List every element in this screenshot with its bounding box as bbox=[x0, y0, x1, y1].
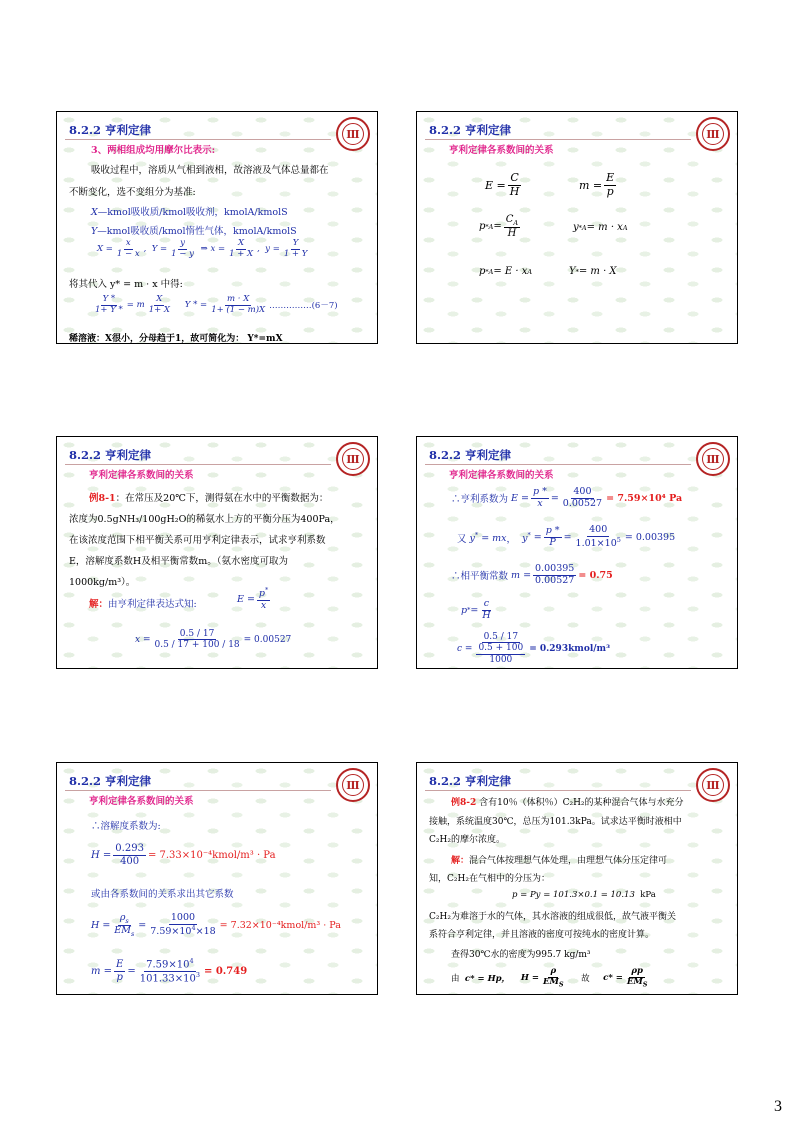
title-divider bbox=[65, 139, 331, 140]
slide-subtitle: 亨利定律各系数间的关系 bbox=[89, 796, 194, 807]
university-logo: Ⅲ bbox=[336, 768, 370, 802]
equation-H2: H = $\frac{\rho_s}{EM_s}$ = $\frac{1000}{7.59\times 10^4\times 18}$ = 7.32×10⁻⁴kmol/m³ · Pa bbox=[91, 912, 341, 939]
other-coeff-label: 或由各系数间的关系求出其它系数 bbox=[91, 889, 234, 900]
text-line: 将其代入 y* = m · x 中得: bbox=[69, 279, 183, 290]
slide-title: 8.2.2 亨利定律 bbox=[429, 448, 512, 462]
slide-title: 8.2.2 亨利定律 bbox=[69, 774, 152, 788]
slide-subtitle: 亨利定律各系数间的关系 bbox=[449, 145, 554, 156]
equation-m-value: ∴相平衡常数 m = $\frac{0.00395}{0.00527}$ = 0.75 bbox=[451, 563, 613, 586]
slide-subtitle: 3、两相组成均用摩尔比表示: bbox=[91, 145, 216, 156]
equation-pA-E-xA: p * A = E · x A bbox=[479, 266, 533, 277]
text-line: 查得30℃水的密度为995.7 kg/m³ bbox=[451, 950, 591, 960]
equation-pA-CA-H: p * A = $\frac{C_A}{H}$ bbox=[479, 214, 519, 240]
equation-E-C-H: E = $\frac{C}{H}$ bbox=[485, 171, 520, 198]
slide-3 bbox=[56, 436, 378, 669]
slide-6 bbox=[416, 762, 738, 995]
title-divider bbox=[425, 790, 691, 791]
slide-title: 8.2.2 亨利定律 bbox=[429, 123, 512, 137]
definition-y: Y—kmol吸收质/kmol惰性气体，kmolA/kmolS bbox=[91, 226, 297, 237]
slide-subtitle: 亨利定律各系数间的关系 bbox=[449, 470, 554, 481]
equation-6-7: $\frac{Y *}{1+ Y *}$ = m $\frac{X}{1+ X}$ Y * = $\frac{m \cdot X}{1+ (1 - m)X}$ ……………(6－7) bbox=[95, 294, 338, 315]
dilute-note: 稀溶液：X很小，分母趋于1，故可简化为： Y*=mX bbox=[69, 334, 283, 344]
example-line: 例8-1：在常压及20℃下，测得氨在水中的平衡数据为： bbox=[89, 493, 329, 504]
equation-m: m = $\frac{E}{p}$ = $\frac{7.59\times 10^4}{101.33\times 10^3}$ = 0.749 bbox=[91, 957, 248, 985]
title-divider bbox=[65, 790, 331, 791]
example-line: 1000kg/m³）。 bbox=[69, 577, 136, 588]
solution-line: 知，C₂H₂在气相中的分压为： bbox=[429, 874, 550, 884]
title-divider bbox=[425, 464, 691, 465]
equation-yA-m-xA: y * A = m · x A bbox=[573, 222, 628, 233]
university-logo: Ⅲ bbox=[336, 442, 370, 476]
equation-x-value: x = $\frac{0.5 / 17}{0.5 / 17 + 100 / 18}$ = 0.00527 bbox=[135, 629, 292, 651]
university-logo: Ⅲ bbox=[696, 442, 730, 476]
university-logo: Ⅲ bbox=[336, 117, 370, 151]
slide-title: 8.2.2 亨利定律 bbox=[69, 123, 152, 137]
university-logo: Ⅲ bbox=[696, 117, 730, 151]
example-line: 接触，系统温度30℃，总压为101.3kPa。试求达平衡时液相中 bbox=[429, 817, 682, 827]
solubility-label: ∴溶解度系数为: bbox=[91, 821, 161, 832]
title-divider bbox=[425, 139, 691, 140]
example-line: 浓度为0.5gNH₃/100gH₂O的稀氨水上方的平衡分压为400Pa， bbox=[69, 514, 340, 525]
text-line: 吸收过程中，溶质从气相到液相，故溶液及气体总量都在 bbox=[91, 165, 329, 176]
equation-m-E-p: m = $\frac{E}{p}$ bbox=[579, 171, 615, 198]
slide-subtitle: 亨利定律各系数间的关系 bbox=[89, 470, 194, 481]
definition-x: X—kmol吸收质/kmol吸收剂，kmolA/kmolS bbox=[91, 207, 288, 218]
solution-line: 解：混合气体按理想气体处理，由理想气体分压定律可 bbox=[451, 856, 668, 866]
equation-p-c-H: p * = $\frac{c}{H}$ bbox=[461, 598, 491, 621]
equation-c-value: c = $\frac{0.5 / 17}{\frac{0.5 + 100}{1000}}$ = 0.293kmol/m³ bbox=[457, 632, 611, 665]
text-line: 系符合亨利定律，并且溶液的密度可按纯水的密度计算。 bbox=[429, 930, 655, 940]
slide-1 bbox=[56, 111, 378, 344]
slide-title: 8.2.2 亨利定律 bbox=[69, 448, 152, 462]
solution-line: 解：由亨利定律表达式知: bbox=[89, 599, 197, 610]
equation-Y-m-X: Y * = m · X bbox=[569, 266, 617, 277]
title-divider bbox=[65, 464, 331, 465]
equation-conversions: X = $\frac{x}{1 - x}$ , Y = $\frac{y}{1 - y}$ ⇒ x = $\frac{X}{1 + X}$ , y = $\frac{Y}{1 + Y}$ bbox=[97, 238, 308, 259]
text-line: 不断变化，选不变组分为基准: bbox=[69, 187, 196, 198]
slide-2 bbox=[416, 111, 738, 344]
slide-title: 8.2.2 亨利定律 bbox=[429, 774, 512, 788]
slide-5 bbox=[56, 762, 378, 995]
text-line: C₂H₂为难溶于水的气体，其水溶液的组成很低，故气液平衡关 bbox=[429, 912, 676, 922]
example-line: 例8-2 含有10％（体积％）C₂H₂的某种混合气体与水充分 bbox=[451, 798, 684, 808]
university-logo: Ⅲ bbox=[696, 768, 730, 802]
pressure-equation: p = Py = 101.3×0.1 = 10.13 kPa bbox=[512, 890, 656, 900]
page-number: 3 bbox=[774, 1098, 782, 1115]
example-line: E，溶解度系数H及相平衡常数m。（氨水密度可取为 bbox=[69, 556, 288, 567]
equation-henry-E: ∴亨利系数为 E = $\frac{p *}{x}$ = $\frac{400}{0.00527}$ = 7.59×10⁴ Pa bbox=[451, 486, 683, 509]
equation-E-p-x: E = $\frac{p^*}{x}$ bbox=[237, 586, 269, 612]
slide-4 bbox=[416, 436, 738, 669]
final-equations: 由 c* = Hp， H = $\frac{\rho}{EM_S}$ 故 c* = $\frac{\rho p}{EM_S}$ bbox=[451, 966, 648, 989]
equation-H1: H = $\frac{0.293}{400}$ = 7.33×10⁻⁴kmol/m³ · Pa bbox=[91, 843, 276, 867]
equation-y-value: 又 y* = mx ， y* = $\frac{p *}{P}$ = $\frac{400}{1.01\times 10^5}$ = 0.00395 bbox=[457, 524, 676, 550]
example-line: 在该浓度范围下相平衡关系可用亨利定律表示，试求亨利系数 bbox=[69, 535, 326, 546]
example-line: C₂H₂的摩尔浓度。 bbox=[429, 835, 505, 845]
